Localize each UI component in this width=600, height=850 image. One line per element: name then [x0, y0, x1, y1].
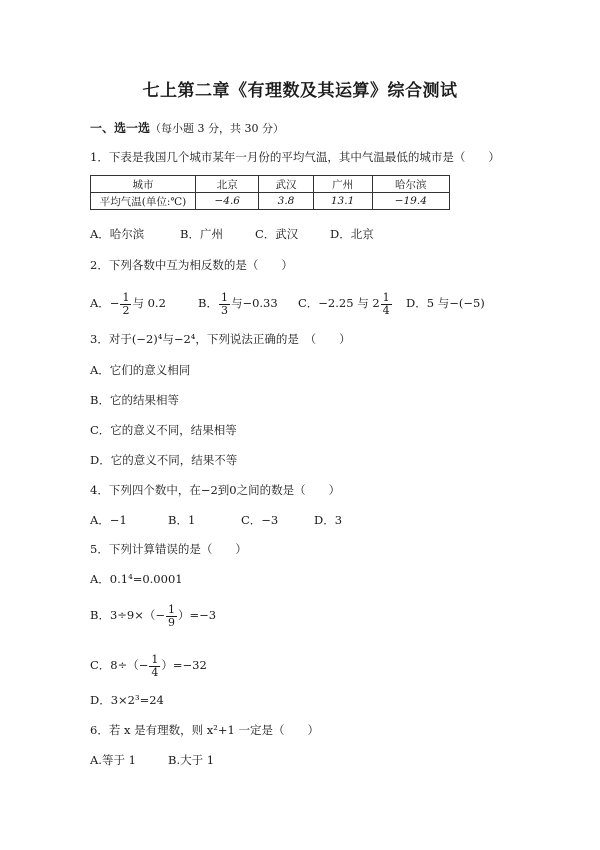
option-d: D．5 与−(−5) — [406, 296, 485, 310]
q6-options — [90, 752, 214, 768]
section-label: 一、选一选 — [90, 121, 151, 135]
option-a: A．0.1⁴=0.0001 — [90, 572, 183, 586]
table-cell: 13.1 — [313, 193, 372, 210]
option-text: 与 0.2 — [132, 296, 166, 310]
table-row — [91, 176, 450, 193]
option-text: ）=−3 — [178, 608, 217, 622]
option: C．−3 — [241, 513, 279, 527]
option: B．1 — [168, 513, 196, 527]
q1-options — [90, 226, 374, 242]
option: A．哈尔滨 — [90, 227, 145, 241]
option-c — [90, 650, 207, 680]
option-b — [90, 600, 216, 630]
table-header-cell: 平均气温(单位:℃) — [91, 193, 196, 210]
fraction — [149, 654, 160, 679]
denominator: 9 — [168, 615, 175, 629]
q2-stem: 2．下列各数中互为相反数的是（ ） — [90, 258, 293, 272]
page-title: 七上第二章《有理数及其运算》综合测试 — [142, 81, 458, 101]
table-cell: 北京 — [196, 176, 259, 193]
table-cell: −19.4 — [372, 193, 449, 210]
option-c — [298, 290, 406, 317]
q1-stem: 1．下表是我国几个城市某年一月份的平均气温，其中气温最低的城市是（ ） — [90, 150, 500, 164]
option-d: D．3×2³=24 — [90, 693, 164, 707]
option: D．3 — [314, 513, 343, 527]
fraction — [381, 292, 392, 317]
option: A．它们的意义相同 — [90, 363, 191, 377]
table-cell: 广州 — [313, 176, 372, 193]
table-cell: 3.8 — [259, 193, 313, 210]
denominator: 2 — [122, 303, 130, 317]
table-cell: −4.6 — [196, 193, 259, 210]
option: C．它的意义不同，结果相等 — [90, 423, 237, 437]
denominator: 4 — [382, 303, 390, 317]
fraction — [120, 292, 131, 317]
q3-stem: 3．对于(−2)⁴与−2⁴，下列说法正确的是 （ ） — [90, 332, 351, 346]
q6-stem: 6．若 x 是有理数，则 x²+1 一定是（ ） — [90, 723, 319, 737]
option-text: B． — [198, 296, 218, 310]
fraction — [166, 604, 177, 629]
numerator: 1 — [151, 652, 159, 666]
option: B．广州 — [180, 227, 223, 241]
q4-options — [90, 512, 342, 528]
table-cell: 武汉 — [259, 176, 313, 193]
option-text: C．−2.25 与 2 — [298, 296, 380, 310]
section-heading — [90, 120, 284, 137]
table-header-cell: 城市 — [91, 176, 196, 193]
option: C．武汉 — [255, 227, 299, 241]
option-text: 与−0.33 — [230, 296, 278, 310]
option: B．它的结果相等 — [90, 393, 179, 407]
numerator: 1 — [168, 602, 175, 616]
section-note: （每小题 3 分，共 30 分） — [150, 122, 284, 135]
option: A．−1 — [90, 513, 127, 527]
table-cell: 哈尔滨 — [372, 176, 449, 193]
option-a — [90, 290, 198, 317]
option: D．它的意义不同，结果不等 — [90, 453, 238, 467]
option: D．北京 — [330, 227, 374, 241]
denominator: 3 — [220, 303, 228, 317]
numerator: 1 — [122, 290, 130, 304]
option-text: A．− — [90, 296, 120, 310]
temperature-table — [90, 175, 450, 210]
fraction — [219, 292, 230, 317]
numerator: 1 — [220, 290, 228, 304]
option-text: B．3÷9×（− — [90, 608, 165, 622]
denominator: 4 — [151, 665, 159, 679]
q2-options — [90, 290, 485, 317]
option: A.等于 1 — [90, 753, 136, 767]
q5-stem: 5．下列计算错误的是（ ） — [90, 542, 247, 556]
numerator: 1 — [382, 290, 390, 304]
option: B.大于 1 — [168, 753, 215, 767]
option-text: ）=−32 — [161, 658, 207, 672]
option-text: C．8÷（− — [90, 658, 149, 672]
table-row — [91, 193, 450, 210]
q4-stem: 4．下列四个数中，在−2到0之间的数是（ ） — [90, 483, 341, 497]
option-b — [198, 290, 298, 317]
